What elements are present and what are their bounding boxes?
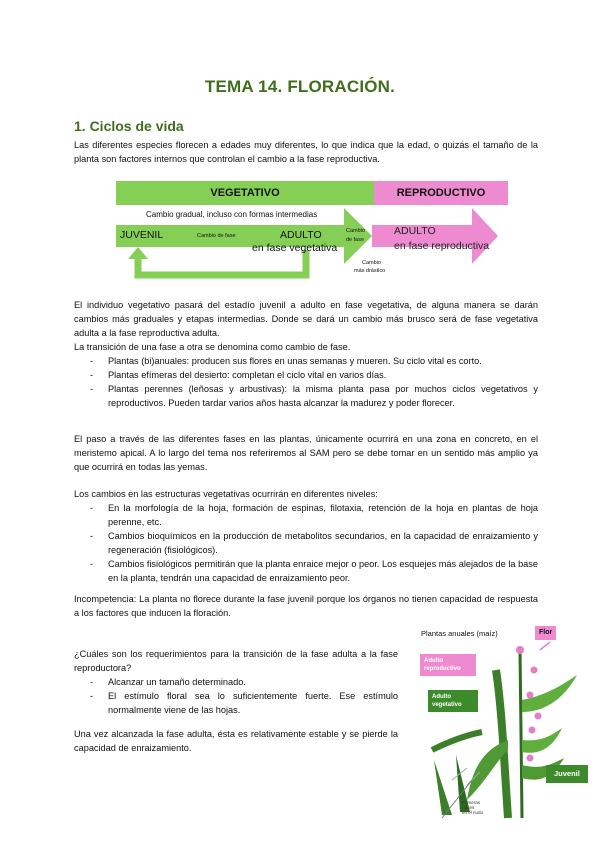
- roots-label-line-1: Primeras: [462, 800, 481, 805]
- list-item: - Alcanzar un tamaño determinado.: [90, 675, 398, 689]
- paragraph-incompetence: Incompetencia: La planta no florece durante la fase juvenil porque los órganos no tienen capacidad de respuesta a los factores que inducen la floración.: [74, 594, 538, 618]
- list-item: - El estímulo floral sea lo suficientemente fuerte. Ese estímulo normalmente viene de las hojas.: [90, 689, 398, 717]
- adult-vegetative-tag-line-1: Adulto: [432, 694, 451, 700]
- intro-paragraph: Las diferentes especies florecen a edades muy diferentes, lo que indica que la edad, o quizás el tamaño de la planta son factores internos que controlan el cambio a la fase reproductiva.: [74, 140, 538, 164]
- list-item: - Plantas (bi)anuales: producen sus flores en unas semanas y mueren. Su ciclo vital es corto.: [90, 354, 538, 368]
- phase-change-2-label-1: Cambio: [346, 228, 365, 234]
- list-item: - Cambios fisiológicos permitirán que la planta enraice mejor o peor. Los esquejes más alejados de la base en la planta, tendrán una capacidad de enraizamiento peor.: [90, 557, 538, 585]
- list-item: - Plantas efímeras del desierto: completan el ciclo vital en varios días.: [90, 368, 538, 382]
- paragraph-vegetative: El individuo vegetativo pasará del estadío juvenil a adulto en fase vegetativa, de alguna manera se darán cambios más graduales y etapas intermedias. Donde se dará un cambio más brusco será de fase vegetativa adulta a la fase reproductiva adulta.: [74, 300, 538, 338]
- requirements-list: [90, 675, 398, 717]
- roots-label-line-2: raíces: [462, 805, 475, 810]
- adult-reproductive-tag-line-2: reproductivo: [424, 666, 461, 672]
- drastic-change-label-2: más drástico: [354, 268, 386, 274]
- phase-change-2-label-2: de fase: [346, 237, 365, 243]
- section-heading: 1. Ciclos de vida: [74, 118, 184, 134]
- adult-vegetative-label-1: ADULTO: [280, 229, 322, 241]
- juvenile-label: JUVENIL: [120, 229, 164, 241]
- question-paragraph: ¿Cuáles son los requerimientos para la transición de la fase adulta a la fase reproductora?: [74, 649, 398, 673]
- paragraph-meristem: El paso a través de las diferentes fases en las plantas, únicamente ocurrirá en una zona en concreto, en el meristemo apical. A lo largo del tema nos referiremos al SAM pero se debe tomar en un sentido más amplio ya que ocurrirá en todas las yemas.: [74, 434, 538, 472]
- page-title: TEMA 14. FLORACIÓN.: [204, 77, 396, 96]
- adult-vegetative-label-2: en fase vegetativa: [252, 242, 338, 254]
- adult-reproductive-tag: [420, 654, 476, 676]
- gradual-change-label: Cambio gradual, incluso con formas intermedias: [146, 210, 318, 219]
- flower-label: Flor: [535, 626, 556, 640]
- adult-reproductive-label-1: ADULTO: [394, 225, 436, 237]
- vegetative-band: VEGETATIVO: [116, 181, 374, 205]
- adult-reproductive-tag-line-1: Adulto: [424, 658, 443, 664]
- roots-label: [462, 800, 483, 815]
- phase-change-label: Cambio de fase: [197, 233, 236, 239]
- drastic-change-label-1: Cambio: [362, 260, 381, 266]
- changes-list: [90, 501, 538, 585]
- list-item: - Cambios bioquímicos en la producción de metabolitos secundarios, en la capacidad de enraizamiento y regeneración (fisiológicos).: [90, 529, 538, 557]
- paragraph-phase-change: La transición de una fase a otra se denomina como cambio de fase.: [74, 342, 351, 352]
- plant-figure-title: Plantas anuales (maíz): [421, 629, 498, 638]
- adult-vegetative-tag-line-2: vegetativo: [432, 702, 462, 708]
- list-item: - En la morfología de la hoja, formación de espinas, filotaxia, retención de la hoja en plantas de hoja perenne, etc.: [90, 501, 538, 529]
- paragraph-levels: Los cambios en las estructuras vegetativas ocurrirán en diferentes niveles:: [74, 489, 378, 499]
- roots-label-line-3: en el nudo: [462, 810, 484, 815]
- reproductive-band: REPRODUCTIVO: [374, 181, 508, 205]
- adult-vegetative-tag: [428, 690, 478, 712]
- juvenile-tag: Juvenil: [546, 765, 588, 783]
- plant-types-list: [90, 354, 538, 410]
- paragraph-stability: Una vez alcanzada la fase adulta, ésta es relativamente estable y se pierde la capacidad de enraizamiento.: [74, 729, 398, 753]
- adult-reproductive-label-2: en fase reproductiva: [394, 240, 490, 252]
- list-item: - Plantas perennes (leñosas y arbustivas): la misma planta pasa por muchos ciclos vegetativos y reproductivos. Pueden tardar varios años hasta alcanzar la madurez y poder florecer.: [90, 382, 538, 410]
